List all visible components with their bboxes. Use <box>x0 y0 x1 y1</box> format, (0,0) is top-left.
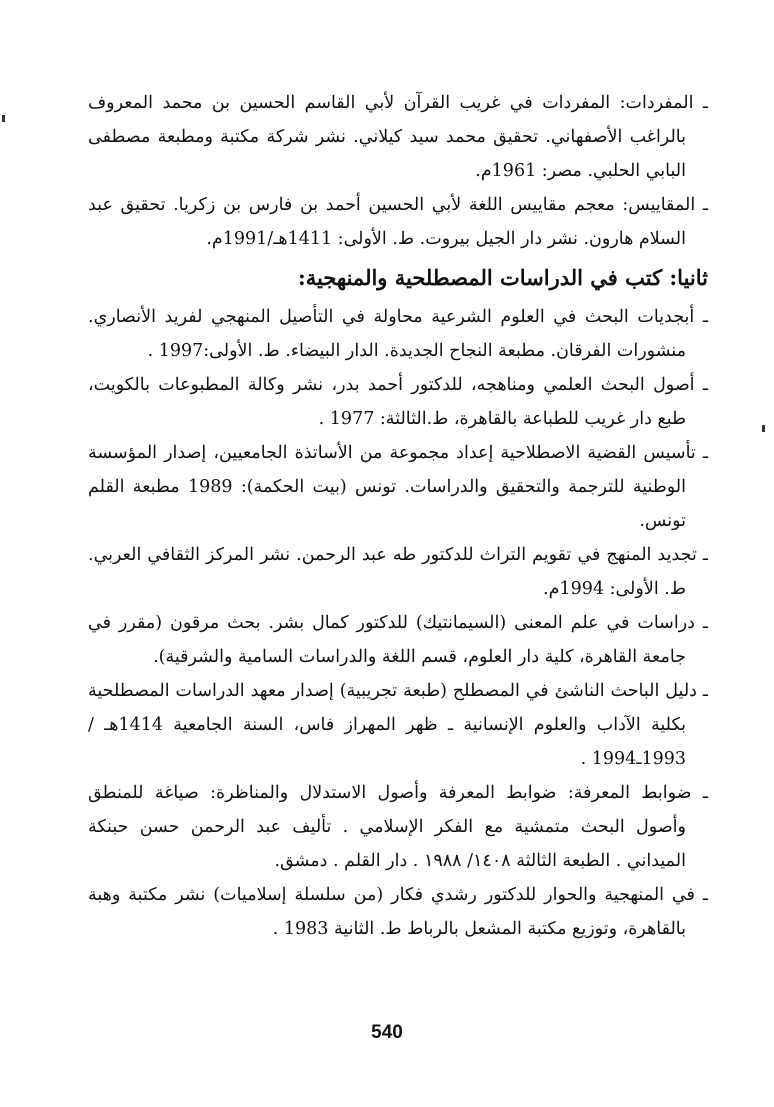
entry-tajdid-almanhaj: ـ تجديد المنهج في تقويم التراث للدكتور طه عبد الرحمن. نشر المركز الثقافي العربي. ط. الأولى: 1994م. <box>88 545 708 599</box>
entry-maqayis: ـ المقاييس: معجم مقاييس اللغة لأبي الحسين أحمد بن فارس بن زكريا. تحقيق عبد السلام هارون. نشر دار الجيل بيروت. ط. الأولى: 1411هـ/1991م. <box>88 195 708 249</box>
entry-mufradat: ـ المفردات: المفردات في غريب القرآن لأبي القاسم الحسين بن محمد المعروف بالراغب الأصفهاني. تحقيق محمد سيد كيلاني. نشر شركة مكتبة ومطبعة مصطفى البابي الحلبي. مصر: 1961م. <box>88 93 708 181</box>
entry-tasis-alqadiya: ـ تأسيس القضية الاصطلاحية إعداد مجموعة من الأساتذة الجامعيين، إصدار المؤسسة الوطنية للترجمة والتحقيق والدراسات. تونس (بيت الحكمة): 1989 مطبعة القلم تونس. <box>88 443 708 531</box>
entry-abjadiyat: ـ أبجديات البحث في العلوم الشرعية محاولة في التأصيل المنهجي لفريد الأنصاري. منشورات الفرقان. مطبعة النجاح الجديدة. الدار البيضاء. ط. الأولى:1997 . <box>88 307 708 361</box>
right-edge-mark <box>762 425 765 432</box>
left-edge-mark <box>2 115 5 122</box>
entry-dawabit: ـ ضوابط المعرفة: ضوابط المعرفة وأصول الاستدلال والمناظرة: صياغة للمنطق وأصول البحث متمشية مع الفكر الإسلامي . تأليف عبد الرحمن حسن حبنكة الميداني . الطبعة الثالثة ١٤٠٨/ ١٩٨٨ . دار القلم . دمشق. <box>88 783 708 871</box>
entry-usul-albahth: ـ أصول البحث العلمي ومناهجه، للدكتور أحمد بدر، نشر وكالة المطبوعات بالكويت، طبع دار غريب للطباعة بالقاهرة، ط.الثالثة: 1977 . <box>88 375 708 429</box>
entry-dirasat: ـ دراسات في علم المعنى (السيمانتيك) للدكتور كمال بشر. بحث مرقون (مقرر في جامعة القاهرة، كلية دار العلوم، قسم اللغة والدراسات السامية والشرقية). <box>88 613 708 667</box>
entry-almanhajiya: ـ في المنهجية والحوار للدكتور رشدي فكار (من سلسلة إسلاميات) نشر مكتبة وهبة بالقاهرة، وتوزيع مكتبة المشعل بالرباط ط. الثانية 1983 . <box>88 885 708 939</box>
page-number: 540 <box>371 1022 403 1043</box>
entry-dalil-albahith: ـ دليل الباحث الناشئ في المصطلح (طبعة تجريبية) إصدار معهد الدراسات المصطلحية بكلية الآداب والعلوم الإنسانية ـ ظهر المهراز فاس، السنة الجامعية 1414هـ / 1993ـ1994 . <box>88 681 708 769</box>
section-heading: ثانيا: كتب في الدراسات المصطلحية والمنهجية: <box>298 265 708 290</box>
page-body <box>88 86 708 946</box>
